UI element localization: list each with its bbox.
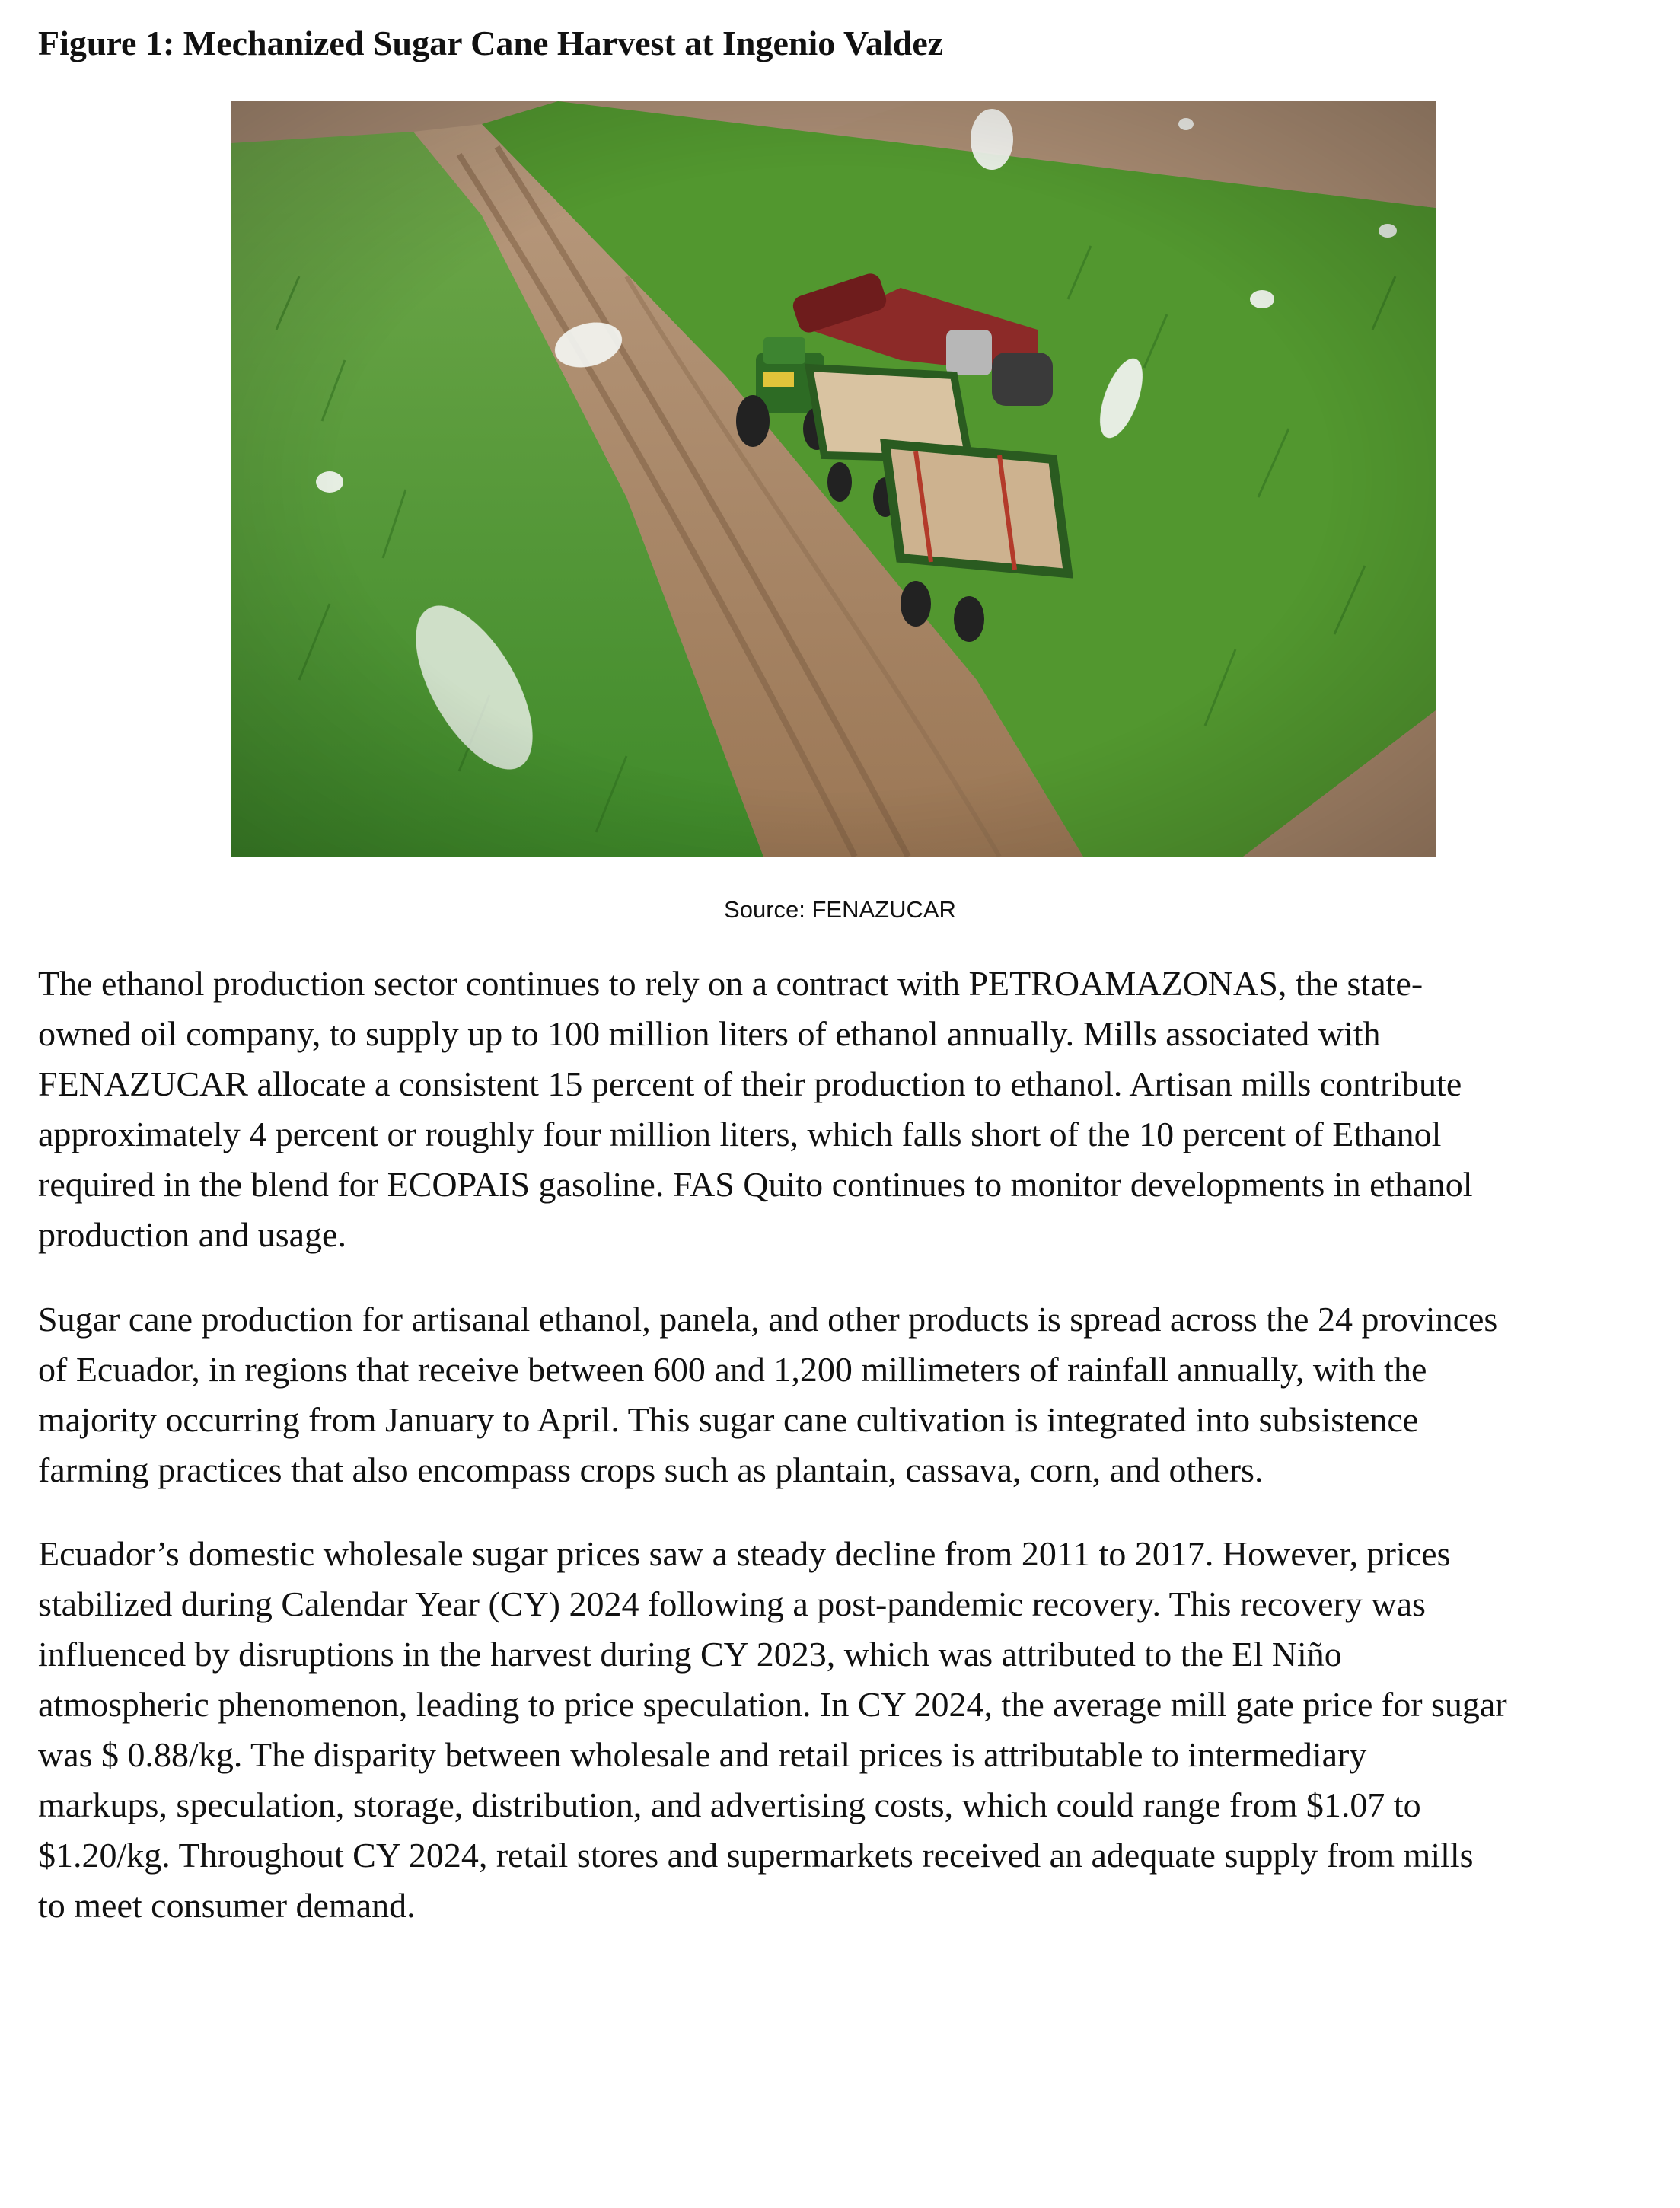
harvest-photo — [231, 101, 1436, 857]
text-line: majority occurring from January to April. This sugar cane cultivation is integrated into subsistence — [38, 1400, 1419, 1439]
text-line: Sugar cane production for artisanal ethanol, panela, and other products is spread across the 24 provinces — [38, 1300, 1498, 1339]
text-line: to meet consumer demand. — [38, 1886, 416, 1925]
text-line: The ethanol production sector continues to rely on a contract with PETROAMAZONAS, the state- — [38, 964, 1423, 1003]
text-line: FENAZUCAR allocate a consistent 15 percent of their production to ethanol. Artisan mills contribute — [38, 1064, 1462, 1103]
text-line: owned oil company, to supply up to 100 million liters of ethanol annually. Mills associated with — [38, 1014, 1381, 1053]
text-line: atmospheric phenomenon, leading to price speculation. In CY 2024, the average mill gate price for sugar — [38, 1685, 1507, 1724]
text-line: stabilized during Calendar Year (CY) 2024 following a post-pandemic recovery. This recovery was — [38, 1584, 1426, 1623]
text-line: farming practices that also encompass crops such as plantain, cassava, corn, and others. — [38, 1450, 1264, 1489]
text-line: markups, speculation, storage, distribution, and advertising costs, which could range from $1.07 to — [38, 1785, 1421, 1824]
figure-source: Source: FENAZUCAR — [724, 896, 956, 923]
text-line: approximately 4 percent or roughly four million liters, which falls short of the 10 percent of Ethanol — [38, 1115, 1442, 1153]
text-line: of Ecuador, in regions that receive between 600 and 1,200 millimeters of rainfall annually, with the — [38, 1350, 1427, 1389]
paragraph-cane-cultivation — [38, 1294, 1644, 1495]
text-line: production and usage. — [38, 1215, 346, 1254]
text-line: required in the blend for ECOPAIS gasoline. FAS Quito continues to monitor developments in ethanol — [38, 1165, 1473, 1204]
paragraph-ethanol-production — [38, 959, 1644, 1260]
text-line: influenced by disruptions in the harvest during CY 2023, which was attributed to the El Niño — [38, 1635, 1342, 1674]
text-line: $1.20/kg. Throughout CY 2024, retail stores and supermarkets received an adequate supply from mills — [38, 1836, 1474, 1875]
text-line: Ecuador’s domestic wholesale sugar prices saw a steady decline from 2011 to 2017. However, prices — [38, 1534, 1451, 1573]
text-line: was $ 0.88/kg. The disparity between wholesale and retail prices is attributable to intermediary — [38, 1735, 1367, 1774]
paragraph-sugar-prices — [38, 1529, 1644, 1931]
harvest-photo-illustration — [231, 101, 1436, 857]
figure-title: Figure 1: Mechanized Sugar Cane Harvest at Ingenio Valdez — [38, 24, 944, 62]
